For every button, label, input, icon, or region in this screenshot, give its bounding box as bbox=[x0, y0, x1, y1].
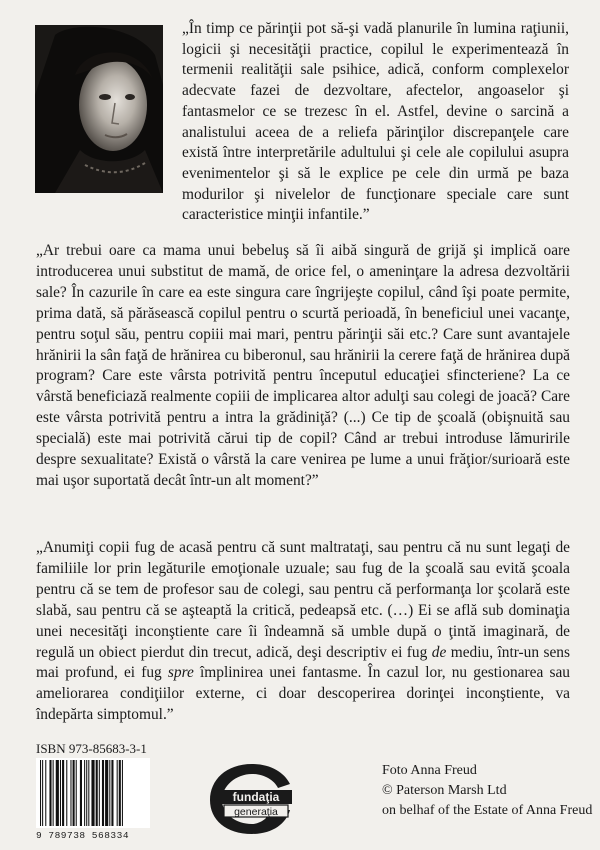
barcode-bar bbox=[53, 760, 54, 826]
barcode-bar bbox=[99, 760, 100, 826]
barcode-bar bbox=[117, 760, 118, 826]
barcode-bar bbox=[76, 760, 77, 826]
barcode-bar bbox=[122, 760, 123, 826]
barcode-bar bbox=[70, 760, 71, 826]
barcode-bar bbox=[66, 760, 67, 826]
barcode-bar bbox=[91, 760, 94, 826]
barcode-bar bbox=[105, 760, 108, 826]
barcode-bar bbox=[86, 760, 87, 826]
barcode-bar bbox=[96, 760, 98, 826]
barcode-digits: 9 789738 568334 bbox=[36, 830, 130, 841]
barcode-bar bbox=[80, 760, 82, 826]
credit-estate: on belhaf of the Estate of Anna Freud bbox=[382, 803, 593, 818]
barcode-bar bbox=[62, 760, 64, 826]
isbn-label: ISBN 973-85683-3-1 bbox=[36, 741, 147, 756]
barcode-bar bbox=[109, 760, 110, 826]
barcode bbox=[36, 758, 150, 828]
barcode-bar bbox=[60, 760, 61, 826]
barcode-bar bbox=[119, 760, 121, 826]
barcode-bar bbox=[42, 760, 43, 826]
quote-top: „În timp ce părinţii pot să-şi vadă planurile în lumina raţiunii, logicii şi necesităţii practice, copilul le experimentează în termenii realităţii sale psihice, adică, conform complexelor adecvate fazei de dezvoltare, afectelor, angoaselor şi fantasmelor ce se trezesc în el. Astfel, devine o sarcină a analistului aceea de a reliefa părinţilor discrepanţele care există între interpretările adultului şi cele ale copilului asupra evenimentelor şi să le explice pe cele din urmă pe baza modurilor şi nivelelor de funcţionare speciale care sunt caracteristice minţii infantile.” bbox=[182, 20, 569, 224]
quote-bottom-emphasis-de: de bbox=[431, 643, 447, 661]
quote-bottom bbox=[36, 538, 570, 726]
barcode-bar bbox=[88, 760, 89, 826]
barcode-bar bbox=[56, 760, 59, 826]
barcode-bar bbox=[84, 760, 85, 826]
barcode-bar bbox=[111, 760, 113, 826]
publisher-logo-line2: generaţia bbox=[234, 806, 278, 818]
credit-photo: Foto Anna Freud bbox=[382, 763, 477, 778]
barcode-bar bbox=[102, 760, 104, 826]
photo-credits bbox=[382, 761, 592, 821]
author-photo bbox=[35, 25, 163, 193]
publisher-logo-line1: fundaţia bbox=[232, 790, 280, 804]
quote-bottom-part2: mediu, într-un sens mai profund, ei fug bbox=[36, 643, 570, 682]
quote-bottom-part3: împlinirea unei fantasme. În cazul lor, nu gestionarea sau ameliorarea condiţiilor externe, ci doar descoperirea dorinţei inconştiente, va îndepărta simptomul.” bbox=[36, 664, 570, 724]
quote-bottom-part1: „Anumiţi copii fug de acasă pentru că sunt maltrataţi, sau pentru că nu sunt legaţi de familiile lor prin legăturile emoţionale uzuale; sau fug de la şcoală sau evită şcoala pentru că se tem de profesor sau de colegi, sau pentru că performanţa lor şcolară este slabă, sau pentru că se aşteaptă la critică, pedeapsă etc. (…) Ei se află sub dominaţia unei necesităţi inconştiente care îi îndeamnă să umble după o ţintă imaginară, de regulă un obiect pierdut din trecut, adică, deşi descriptiv ei fug bbox=[36, 539, 570, 661]
barcode-bar bbox=[40, 760, 41, 826]
publisher-logo bbox=[206, 760, 298, 838]
barcode-bar bbox=[73, 760, 75, 826]
barcode-bar bbox=[49, 760, 51, 826]
quote-bottom-emphasis-spre: spre bbox=[167, 664, 194, 682]
barcode-bar bbox=[45, 760, 46, 826]
credit-copyright: © Paterson Marsh Ltd bbox=[382, 783, 507, 798]
quote-middle: „Ar trebui oare ca mama unui bebeluş să îi aibă singură de grijă şi implică oare introducerea unui substitut de mamă, de orice fel, o ameninţare la adresa dezvoltării sale? În cazurile în care ea este singura care îngrijeşte copilul, când îşi poate permite, prima dată, să părăsească copilul pentru o scurtă perioadă, în beneficiul unei vacanţe, pentru soţul său, pentru copiii mai mari, pentru părinţii săi etc.? Care sunt avantajele hrănirii la sân faţă de hrănirea cu biberonul, sau hrănirii la cerere faţă de hrănirea după program? Care este vârsta potrivită pentru începutul educaţiei sfincteriene? La ce vârstă beneficiază realmente copiii de implicarea altor adulţi sau colegi de joacă? Care este vârsta potrivită pentru a intra la grădiniţă? (...) Ce tip de şcoală (obişnuită sau specială) este mai potrivită cărui tip de copil? Când ar trebui introduse lămuririle despre sexualitate? Există o vârstă la care venirea pe lume a unui frăţior/surioară este mai uşor suportată decât într-un alt moment?” bbox=[36, 242, 570, 489]
